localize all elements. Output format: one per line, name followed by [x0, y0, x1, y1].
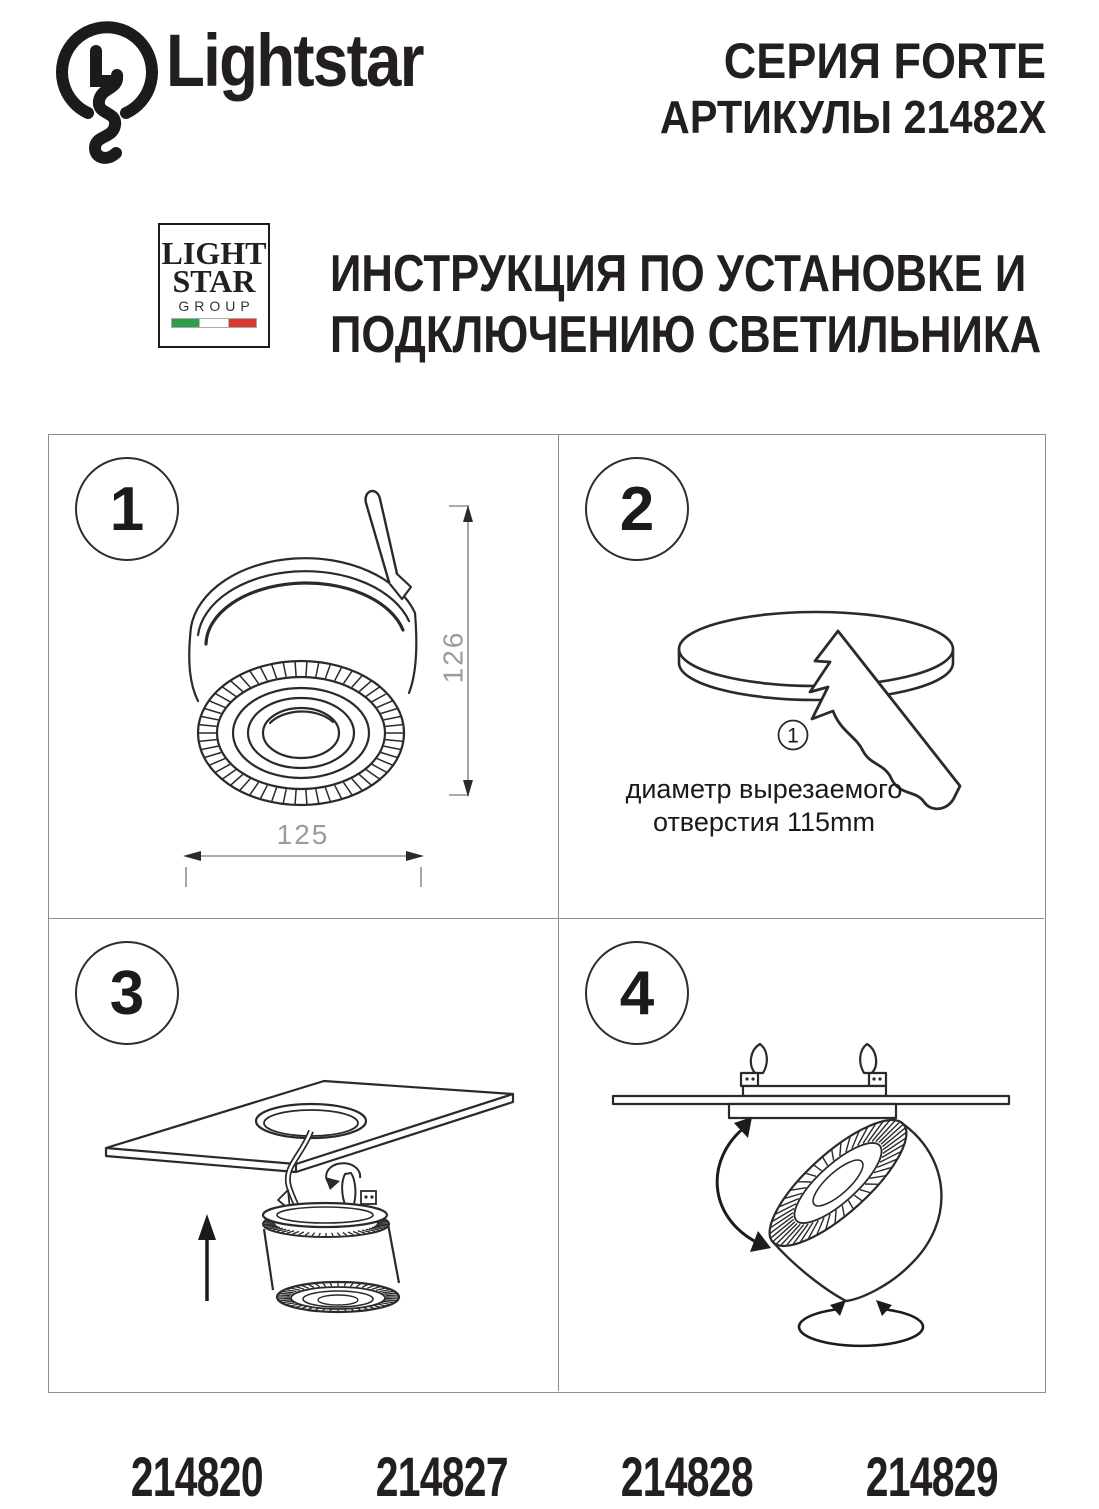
step-number: 2: [620, 474, 654, 545]
ceiling-cutout-disc: [679, 612, 953, 686]
step-number: 3: [110, 958, 144, 1029]
instruction-title-line1: ИНСТРУКЦИЯ ПО УСТАНОВКЕ И: [330, 244, 1026, 305]
brand-wordmark: [166, 18, 465, 103]
step-panel-2: [559, 435, 1044, 919]
group-logo-light: LIGHT: [160, 239, 268, 267]
bulb-icon: [55, 20, 167, 170]
step-number-badge: [585, 941, 689, 1045]
step-number-badge: [75, 941, 179, 1045]
rotate-arrow: [799, 1309, 923, 1346]
article-number: 214820: [131, 1444, 243, 1509]
flag-green: [172, 319, 199, 327]
step-number: 1: [110, 474, 144, 545]
cutout-caption-line2: отверстия 115mm: [589, 806, 939, 839]
flag-white: [199, 319, 228, 327]
step-number-badge: [75, 457, 179, 561]
series-header: [617, 36, 1046, 140]
step-panel-3: [49, 919, 559, 1391]
step-number: 4: [620, 958, 654, 1029]
flag-red: [229, 319, 256, 327]
brand-logo: [55, 20, 167, 170]
instruction-title-line2: ПОДКЛЮЧЕНИЮ СВЕТИЛЬНИКА: [330, 305, 1041, 366]
article-number: 214827: [376, 1444, 488, 1509]
brand-text: Lightstar: [166, 18, 423, 103]
group-logo-group: GROUP: [165, 298, 268, 314]
articles-row: [0, 1444, 1099, 1509]
spring-clip: [366, 491, 411, 599]
lightstar-group-badge: [158, 223, 270, 348]
steps-grid: [48, 434, 1046, 1393]
ceiling-section: [613, 1096, 1009, 1104]
article-number: 214829: [866, 1444, 978, 1509]
tilted-fixture-ring: [753, 1102, 924, 1264]
step-panel-1: [49, 435, 559, 919]
spring-clip-right: [860, 1044, 876, 1073]
fixture-drawing: [263, 1163, 399, 1312]
articles-code: АРТИКУЛЫ 21482X: [660, 94, 1046, 140]
cutout-caption: [589, 773, 939, 839]
width-dimension-label: 125: [277, 819, 330, 850]
tilt-arrow: [717, 1127, 758, 1243]
height-dimension-label: 126: [438, 631, 469, 684]
group-logo-star: STAR: [160, 267, 268, 295]
callout-1-number: 1: [787, 725, 799, 748]
instruction-title: [330, 244, 1099, 366]
folded-spring-clip: [342, 1173, 355, 1207]
italian-flag: [171, 318, 257, 328]
step-panel-4: [559, 919, 1044, 1391]
step-number-badge: [585, 457, 689, 561]
spring-clip-left: [751, 1044, 767, 1073]
mounted-assembly: [613, 1044, 1009, 1118]
article-number: 214828: [621, 1444, 733, 1509]
cutout-caption-line1: диаметр вырезаемого: [589, 773, 939, 806]
recessed-trim: [729, 1104, 896, 1118]
series-title: СЕРИЯ FORTE: [724, 36, 1046, 86]
